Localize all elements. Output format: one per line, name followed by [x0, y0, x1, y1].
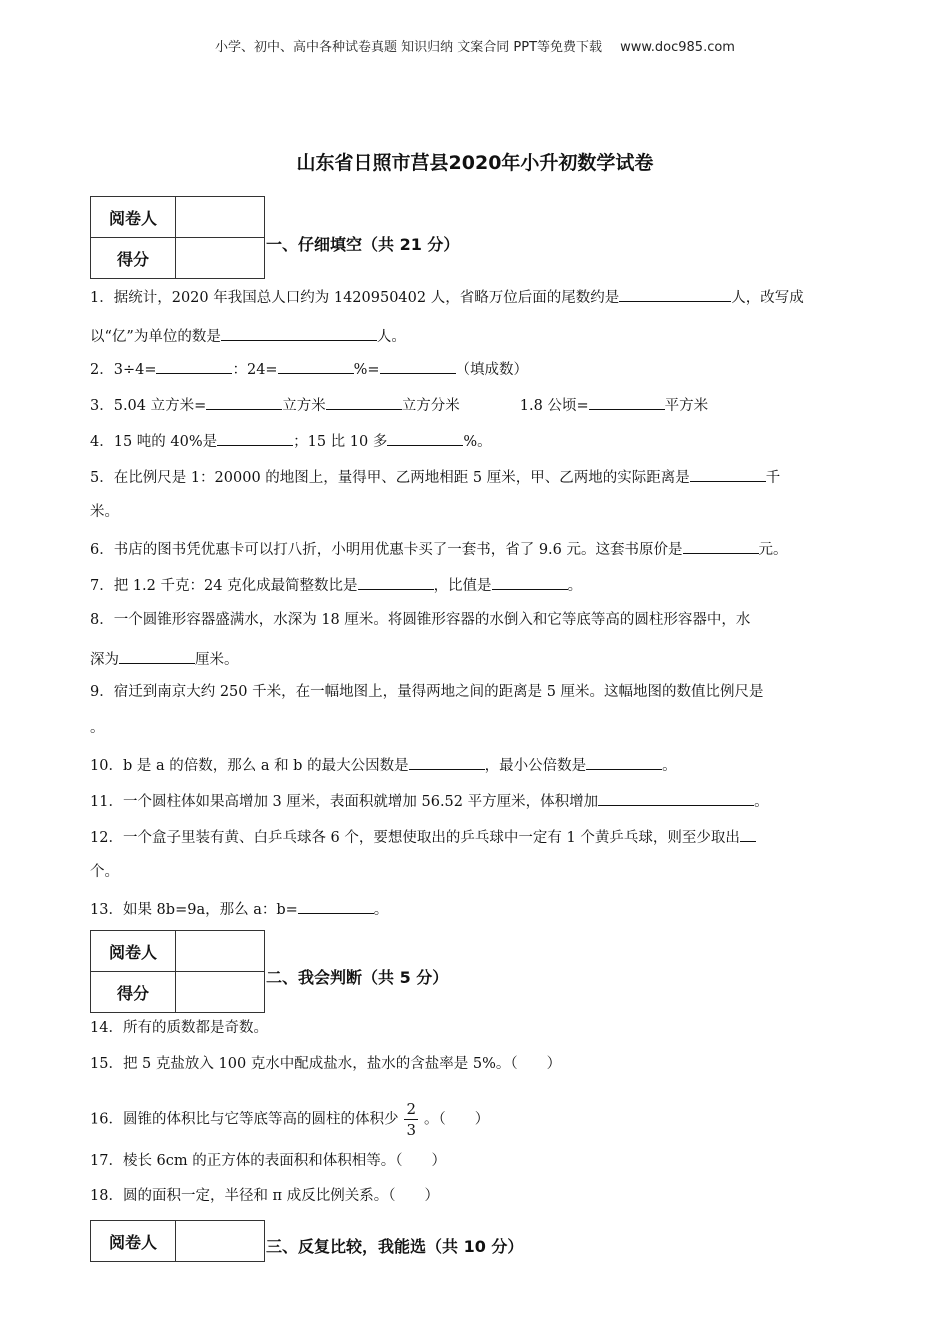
reviewer-cell: [176, 197, 265, 238]
q7-text-3: 。: [567, 578, 583, 594]
question-16: [90, 1101, 905, 1138]
answer-blank: [298, 898, 374, 914]
answer-blank: [278, 358, 354, 374]
answer-blank: [589, 394, 665, 410]
q8-text-2: 厘米。: [195, 652, 239, 668]
question-12-line-1: [90, 826, 905, 848]
answer-blank: [380, 358, 456, 374]
answer-blank: [221, 325, 377, 341]
question-9-line-2: 。: [90, 720, 105, 736]
score-label: 得分: [91, 972, 176, 1013]
question-10: [90, 754, 905, 776]
q2-text-3: %=: [353, 362, 380, 378]
score-cell: [176, 972, 265, 1013]
q11-text-2: 。: [754, 794, 769, 810]
question-2: [90, 358, 905, 380]
q2-text: 2．3÷4=: [90, 362, 157, 378]
q16-text: 16．圆锥的体积比与它等底等高的圆柱的体积少: [90, 1111, 399, 1128]
answer-blank: [358, 574, 434, 590]
q7-text-2: ，比值是: [433, 578, 492, 594]
page-title: 山东省日照市莒县2020年小升初数学试卷: [296, 152, 654, 174]
reviewer-cell: [176, 931, 265, 972]
answer-blank: [119, 648, 195, 664]
question-13: [90, 898, 905, 920]
q5-text-2: 千: [765, 470, 781, 486]
question-18: 18．圆的面积一定，半径和 π 成反比例关系。（ ）: [90, 1188, 439, 1204]
question-17: 17．棱长 6cm 的正方体的表面积和体积相等。（ ）: [90, 1153, 447, 1169]
question-11: [90, 790, 905, 812]
q11-text: 11．一个圆柱体如果高增加 3 厘米，表面积就增加 56.52 平方厘米，体积增加: [90, 794, 599, 810]
section-3-heading: 三、反复比较，我能选（共 10 分）: [266, 1237, 524, 1256]
answer-blank: [586, 754, 662, 770]
q6-text-2: 元。: [758, 542, 788, 558]
q4-text-3: %。: [463, 434, 492, 450]
answer-blank: [156, 358, 232, 374]
q10-text-2: ，最小公倍数是: [484, 758, 587, 774]
q8-text: 深为: [90, 652, 119, 668]
score-box-1: [90, 196, 265, 279]
answer-blank: [217, 430, 293, 446]
reviewer-label: 阅卷人: [91, 1221, 176, 1262]
q12-text: 12．一个盒子里装有黄、白乒乓球各 6 个，要想使取出的乒乓球中一定有 1 个黄乒乓球，则至少取出: [90, 830, 740, 846]
q13-text: 13．如果 8b=9a，那么 a：b=: [90, 902, 298, 918]
question-5-line-2: 米。: [90, 504, 119, 520]
answer-blank: [740, 826, 756, 842]
answer-blank: [690, 466, 766, 482]
question-1-line-2: [90, 325, 905, 347]
question-6: [90, 538, 905, 560]
q1-text: 1．据统计，2020 年我国总人口约为 1420950402 人，省略万位后面的尾数约是: [90, 290, 620, 306]
question-3: [90, 394, 905, 416]
q3-text: 3．5.04 立方米=: [90, 398, 207, 414]
fraction-denominator: 3: [406, 1121, 416, 1139]
q1-text-2: 人，改写成: [731, 290, 804, 306]
question-8-line-1: 8．一个圆锥形容器盛满水，水深为 18 厘米。将圆锥形容器的水倒入和它等底等高的圆柱形容器中，水: [90, 612, 751, 628]
question-14: 14．所有的质数都是奇数。: [90, 1020, 268, 1036]
answer-blank: [206, 394, 282, 410]
answer-blank: [387, 430, 463, 446]
score-box-2: [90, 930, 265, 1013]
score-box-3: [90, 1220, 265, 1262]
score-cell: [176, 238, 265, 279]
section-1-heading: 一、仔细填空（共 21 分）: [266, 235, 460, 254]
page-header: [0, 36, 950, 55]
answer-blank: [409, 754, 485, 770]
q6-text: 6．书店的图书凭优惠卡可以打八折，小明用优惠卡买了一套书，省了 9.6 元。这套书原价是: [90, 542, 683, 558]
q4-text: 4．15 吨的 40%是: [90, 434, 218, 450]
q16-text-2: 。（ ）: [424, 1111, 490, 1128]
question-15: 15．把 5 克盐放入 100 克水中配成盐水，盐水的含盐率是 5%。（ ）: [90, 1056, 562, 1072]
q2-text-2: ：24=: [232, 362, 278, 378]
q3-text-2: 立方米: [282, 398, 326, 414]
question-1-line-1: [90, 286, 905, 308]
q7-text: 7．把 1.2 千克：24 克化成最简整数比是: [90, 578, 358, 594]
answer-blank: [492, 574, 568, 590]
reviewer-label: 阅卷人: [91, 197, 176, 238]
q3-text-3: 立方分米: [401, 398, 460, 414]
q13-text-2: 。: [373, 902, 389, 918]
q3-text-4: 1.8 公顷=: [519, 398, 589, 414]
answer-blank: [683, 538, 759, 554]
q10-text-3: 。: [662, 758, 677, 774]
question-5-line-1: [90, 466, 905, 488]
question-4: [90, 430, 905, 452]
question-12-line-2: 个。: [90, 864, 119, 880]
question-8-line-2: [90, 648, 905, 670]
section-2-heading: 二、我会判断（共 5 分）: [266, 968, 449, 987]
answer-blank: [326, 394, 402, 410]
q2-text-4: （填成数）: [455, 362, 529, 378]
answer-blank: [598, 790, 754, 806]
reviewer-label: 阅卷人: [91, 931, 176, 972]
question-9-line-1: 9．宿迁到南京大约 250 千米，在一幅地图上，量得两地之间的距离是 5 厘米。这幅地图的数值比例尺是: [90, 684, 764, 700]
fraction-numerator: 2: [406, 1100, 416, 1118]
q3-text-5: 平方米: [664, 398, 709, 414]
question-7: [90, 574, 905, 596]
q1-text-4: 人。: [376, 329, 406, 345]
q1-text-3: 以“亿”为单位的数是: [90, 329, 221, 345]
fraction-two-thirds: [404, 1101, 418, 1138]
reviewer-cell: [176, 1221, 265, 1262]
answer-blank: [619, 286, 731, 302]
score-label: 得分: [91, 238, 176, 279]
header-url[interactable]: www.doc985.com: [620, 40, 735, 55]
header-text: 小学、初中、高中各种试卷真题 知识归纳 文案合同 PPT等免费下载: [215, 40, 603, 55]
q10-text: 10．b 是 a 的倍数，那么 a 和 b 的最大公因数是: [90, 758, 409, 774]
q4-text-2: ；15 比 10 多: [293, 434, 388, 450]
q5-text: 5．在比例尺是 1：20000 的地图上，量得甲、乙两地相距 5 厘米，甲、乙两地的实际距离是: [90, 470, 690, 486]
